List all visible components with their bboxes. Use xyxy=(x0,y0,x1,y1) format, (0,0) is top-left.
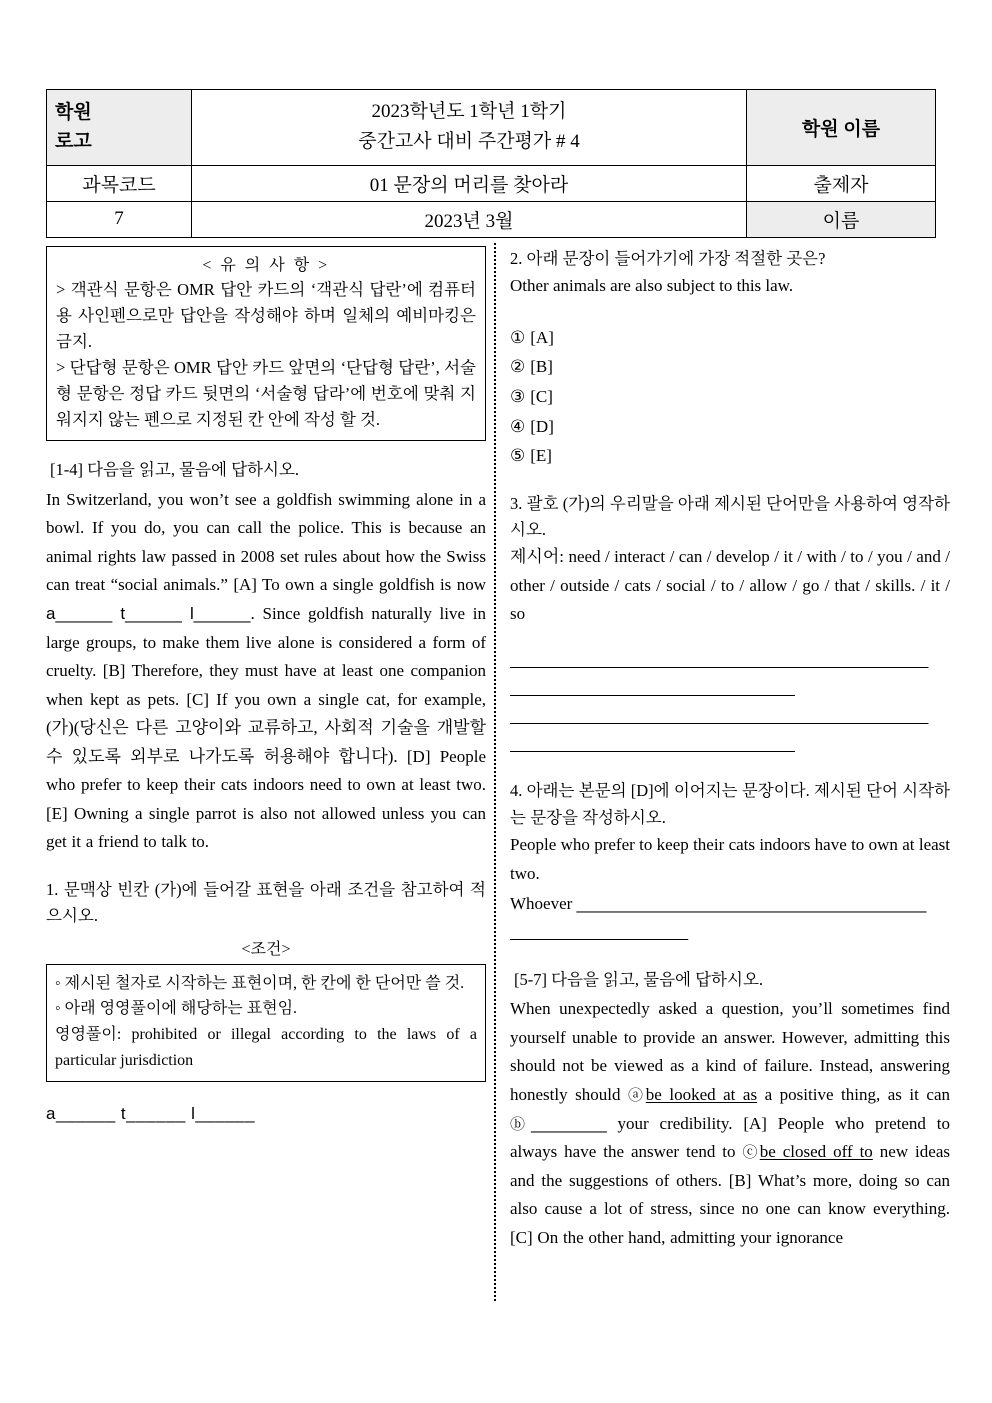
passage-2-blank-b: ________ xyxy=(531,1113,607,1133)
writer-label: 출제자 xyxy=(747,165,936,201)
choice-label: [E] xyxy=(530,446,552,466)
question-3-prompt: 3. 괄호 (가)의 우리말을 아래 제시된 단어만을 사용하여 영작하시오. xyxy=(510,493,950,539)
passage-1-part-2: . Since goldfish naturally live in large groups, to make them live alone is considered a form of cruelty. [B] Therefore, they must have at least one companion when kept as pets. [C] If you own a single cat, for example, (가)(당신은 다른 고양이와 교류하고, 사회적 기술을 개발할 수 있도록 외부로 나가도록 허용해야 합니다). [D] People who prefer to keep their cats indoors need to own at least two. [E] Owning a single parrot is also not allowed unless you can get it a friend to talk to. xyxy=(46,603,486,852)
question-3-wordbank: 제시어: need / interact / can / develop / it / with / to / you / and / other / outside / cats / social / to / allow / go / that / skills. / it / so xyxy=(510,547,950,624)
question-2-choices xyxy=(510,323,950,471)
choice-label: [A] xyxy=(530,327,554,347)
passage-2-instruction: [5-7] 다음을 읽고, 물음에 답하시오. xyxy=(514,969,764,989)
question-1-prompt: 1. 문맥상 빈칸 (가)에 들어갈 표현을 아래 조건을 참고하여 적으시오. xyxy=(46,879,486,926)
circled-b-marker-icon: ⓑ xyxy=(510,1114,532,1133)
notice-box xyxy=(46,246,486,441)
subject-code-label: 과목코드 xyxy=(47,165,192,201)
condition-definition: 영영풀이: prohibited or illegal according to the laws of a particular jurisdiction xyxy=(55,1025,477,1069)
chapter-title: 01 문장의 머리를 찾아라 xyxy=(192,165,747,201)
right-column xyxy=(510,246,950,1252)
notice-line-2: > 단답형 문항은 OMR 답안 카드 앞면의 ‘단답형 답란’, 서술형 문항은 정답 카드 뒷면의 ‘서술형 답라’에 번호에 맞춰 지워지지 않는 펜으로 지정된 칸 안에 작성 할 것. xyxy=(56,358,476,430)
header-row-subject xyxy=(47,165,936,201)
question-4-given-sentence: People who prefer to keep their cats indoors have to own at least two. xyxy=(510,835,950,883)
passage-2-underline-c: be closed off to xyxy=(759,1142,873,1162)
writer-name: 이름 xyxy=(747,201,936,237)
question-1-answer-blank[interactable]: a______ t______ l______ xyxy=(46,1103,256,1123)
answer-rule-line[interactable]: ________________________________ xyxy=(510,735,795,753)
passage-2-segment-4: new ideas and the suggestions of others. [B] What’s more, doing so can also cause a lot of stress, since no one can know everything. [C] On the other hand, admitting your ignorance xyxy=(510,1142,950,1247)
logo-line-2: 로고 xyxy=(55,131,92,153)
answer-rule-line[interactable]: ________________________________ xyxy=(510,679,795,697)
passage-2-segment-2: a positive thing, as it can xyxy=(757,1084,950,1104)
header-row-title xyxy=(47,90,936,166)
header-row-date xyxy=(47,201,936,237)
question-4-prompt: 4. 아래는 본문의 [D]에 이어지는 문장이다. 제시된 단어 시작하는 문장을 작성하시오. xyxy=(510,781,950,827)
exam-title-cell xyxy=(192,90,747,166)
left-column xyxy=(46,246,486,1124)
answer-rule-line[interactable]: _______________________________________________ xyxy=(510,652,929,670)
spacer-after-question-4 xyxy=(510,947,950,967)
circled-c-marker-icon: ⓒ xyxy=(742,1143,760,1162)
answer-rule-line[interactable]: ____________________ xyxy=(510,924,688,942)
choice-bullet-icon: ① xyxy=(510,327,526,347)
choice-option[interactable] xyxy=(510,352,950,382)
notice-line-1: > 객관식 문항은 OMR 답안 카드의 ‘객관식 답란’에 컴퓨터용 사인펜으로만 답안을 작성해야 하며 일체의 예비마킹은 금지. xyxy=(56,280,476,352)
condition-box xyxy=(46,964,486,1082)
spacer-after-question-2 xyxy=(510,471,950,491)
passage-2-underline-a: be looked at as xyxy=(645,1084,758,1104)
exam-header-table xyxy=(46,89,936,238)
choice-bullet-icon: ④ xyxy=(510,416,526,436)
exam-title-line-1: 2023학년도 1학년 1학기 xyxy=(371,101,567,122)
choice-label: [D] xyxy=(530,416,554,436)
question-4-answer-area[interactable] xyxy=(510,890,950,919)
question-2-given-sentence: Other animals are also subject to this law. xyxy=(510,276,794,296)
question-4-answer-start: Whoever xyxy=(510,894,573,914)
subject-code-value: 7 xyxy=(47,201,192,237)
choice-bullet-icon: ③ xyxy=(510,387,526,406)
condition-item-2: ◦ 아래 영영풀이에 해당하는 표현임. xyxy=(55,1000,298,1018)
passage-2-segment-3: your credibility. [A] People who pretend to always have the answer tend to xyxy=(510,1113,950,1162)
column-divider xyxy=(494,243,496,1301)
logo-line-1: 학원 xyxy=(55,101,92,123)
answer-rule-line[interactable]: _______________________________________________ xyxy=(510,707,929,725)
condition-item-1: ◦ 제시된 철자로 시작하는 표현이며, 한 칸에 한 단어만 쓸 것. xyxy=(55,974,465,992)
exam-month: 2023년 3월 xyxy=(192,201,747,237)
choice-option[interactable] xyxy=(510,412,950,442)
spacer-after-passage-1 xyxy=(46,857,486,877)
academy-logo-cell xyxy=(47,90,192,166)
academy-name-cell: 학원 이름 xyxy=(747,90,936,166)
notice-title: < 유 의 사 항 > xyxy=(202,257,330,274)
choice-option[interactable] xyxy=(510,441,950,471)
condition-label: <조건> xyxy=(241,940,291,958)
passage-1-inline-blank: a______ t______ l______ xyxy=(46,603,251,623)
circled-a-marker-icon: ⓐ xyxy=(628,1085,646,1104)
question-3-answer-lines[interactable] xyxy=(510,647,950,758)
passage-1-part-1: In Switzerland, you won’t see a goldfish swimming alone in a bowl. If you do, you can call the police. This is because an animal rights law passed in 2008 set rules about how the Swiss can treat “social animals.” [A] To own a single goldfish is now xyxy=(46,489,486,595)
question-2-prompt: 2. 아래 문장이 들어가기에 가장 적절한 곳은? xyxy=(510,249,826,268)
choice-label: [C] xyxy=(530,387,553,406)
spacer-after-question-3 xyxy=(510,758,950,778)
choice-bullet-icon: ⑤ xyxy=(510,446,526,466)
exam-title-line-2: 중간고사 대비 주간평가 # 4 xyxy=(358,131,580,153)
choice-option[interactable] xyxy=(510,382,950,412)
passage-1-body xyxy=(46,486,486,857)
passage-1-instruction: [1-4] 다음을 읽고, 물음에 답하시오. xyxy=(50,460,300,480)
choice-option[interactable] xyxy=(510,323,950,353)
answer-rule-line[interactable]: _____________________________________ xyxy=(576,894,927,914)
choice-bullet-icon: ② xyxy=(510,357,526,377)
passage-2-body xyxy=(510,995,950,1252)
passage-2-segment-1: When unexpectedly asked a question, you’ll sometimes find yourself unable to provide an answer. However, admitting this should not be viewed as a kind of failure. Instead, answering honestly should xyxy=(510,999,950,1104)
choice-label: [B] xyxy=(530,357,553,377)
